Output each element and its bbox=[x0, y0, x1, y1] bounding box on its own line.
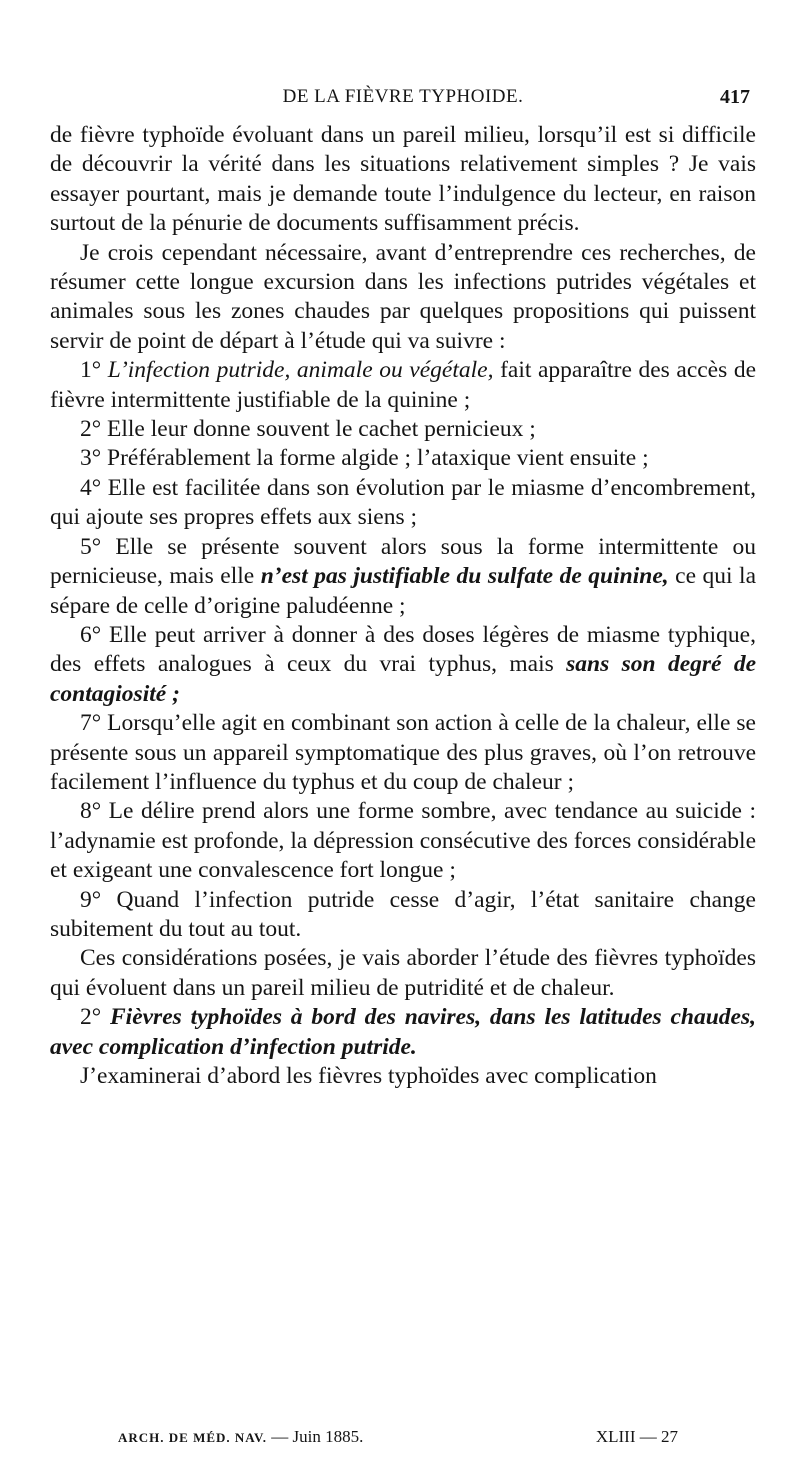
list-item: 2° Elle leur donne souvent le cachet pernicieux ; bbox=[80, 416, 536, 443]
paragraph-text: 5° Elle se présente souvent alors sous la forme intermittente ou pernicieuse, mais elle bbox=[50, 533, 756, 590]
list-item bbox=[50, 621, 756, 709]
page-number: 417 bbox=[720, 86, 750, 108]
paragraph: Ces considérations posées, je vais aborder l’étude des fièvres typhoïdes qui évoluent dans un pareil milieu de putridité et de chaleur. bbox=[50, 945, 756, 1001]
list-item: 4° Elle est facilitée dans son évolution par le miasme d’encombrement, qui ajoute ses propres effets aux siens ; bbox=[50, 474, 756, 531]
paragraph-text: ce qui la sépare de celle d’origine paludéenne ; bbox=[50, 563, 757, 619]
section-title: Fièvres typhoïdes à bord des navires, dans les latitudes chaudes, avec complication d’infection putride. bbox=[50, 1004, 756, 1060]
list-item: 8° Le délire prend alors une forme sombre, avec tendance au suicide : l’adynamie est profonde, la dépression consécutive des forces considérable et exigeant une convalescence fort longue ; bbox=[50, 798, 756, 884]
paragraph-text: fait apparaître des accès de fièvre intermittente justifiable de la quinine ; bbox=[50, 357, 757, 413]
journal-abbreviation: ARCH. DE MÉD. NAV. bbox=[118, 1430, 267, 1445]
list-item bbox=[50, 356, 756, 415]
signature-mark: XLIII — 27 bbox=[595, 1427, 678, 1446]
section-heading bbox=[50, 1003, 756, 1062]
paragraph: de fièvre typhoïde évoluant dans un pareil milieu, lorsqu’il est si difficile de découvrir la vérité dans les situations relativement simples ? Je vais essayer pourtant, mais je demande toute l’indulgence du lecteur, en raison surtout de la pénurie de documents suffisamment précis. bbox=[50, 122, 756, 237]
list-item: 7° Lorsqu’elle agit en combinant son action à celle de la chaleur, elle se présente sous un appareil symptomatique des plus graves, où l’on retrouve facilement l’influence du typhus et du coup de chaleur ; bbox=[50, 710, 756, 795]
paragraph: J’examinerai d’abord les fièvres typhoïdes avec complication bbox=[80, 1063, 657, 1089]
body-text bbox=[50, 121, 756, 1091]
page-footer bbox=[118, 1427, 678, 1453]
emphasis-text: n’est pas justifiable du sulfate de quinine, bbox=[260, 563, 669, 590]
list-item: 3° Préférablement la forme algide ; l’ataxique vient ensuite ; bbox=[80, 445, 649, 472]
section-number: 2° bbox=[80, 1004, 102, 1031]
paragraph: Je crois cependant nécessaire, avant d’entreprendre ces recherches, de résumer cette longue excursion dans les infections putrides végétales et animales sous les zones chaudes par quelques propositions qui puissent servir de point de départ à l’étude qui va suivre : bbox=[50, 239, 756, 354]
emphasis-text: L’infection putride, animale ou végétale, bbox=[107, 357, 494, 384]
item-number: 1° bbox=[80, 357, 102, 384]
list-item: 9° Quand l’infection putride cesse d’agir, l’état sanitaire change subitement du tout au tout. bbox=[50, 886, 756, 942]
list-item bbox=[50, 533, 756, 621]
paragraph-text: 6° Elle peut arriver à donner à des doses légères de miasme typhique, des effets analogues à ceux du vrai typhus, mais bbox=[50, 621, 756, 678]
issue-date: — Juin 1885. bbox=[271, 1427, 364, 1446]
running-header bbox=[50, 86, 756, 116]
running-title: DE LA FIÈVRE TYPHOIDE. bbox=[282, 86, 524, 107]
footer-citation bbox=[118, 1427, 363, 1447]
emphasis-text: sans son degré de contagiosité ; bbox=[50, 651, 757, 707]
